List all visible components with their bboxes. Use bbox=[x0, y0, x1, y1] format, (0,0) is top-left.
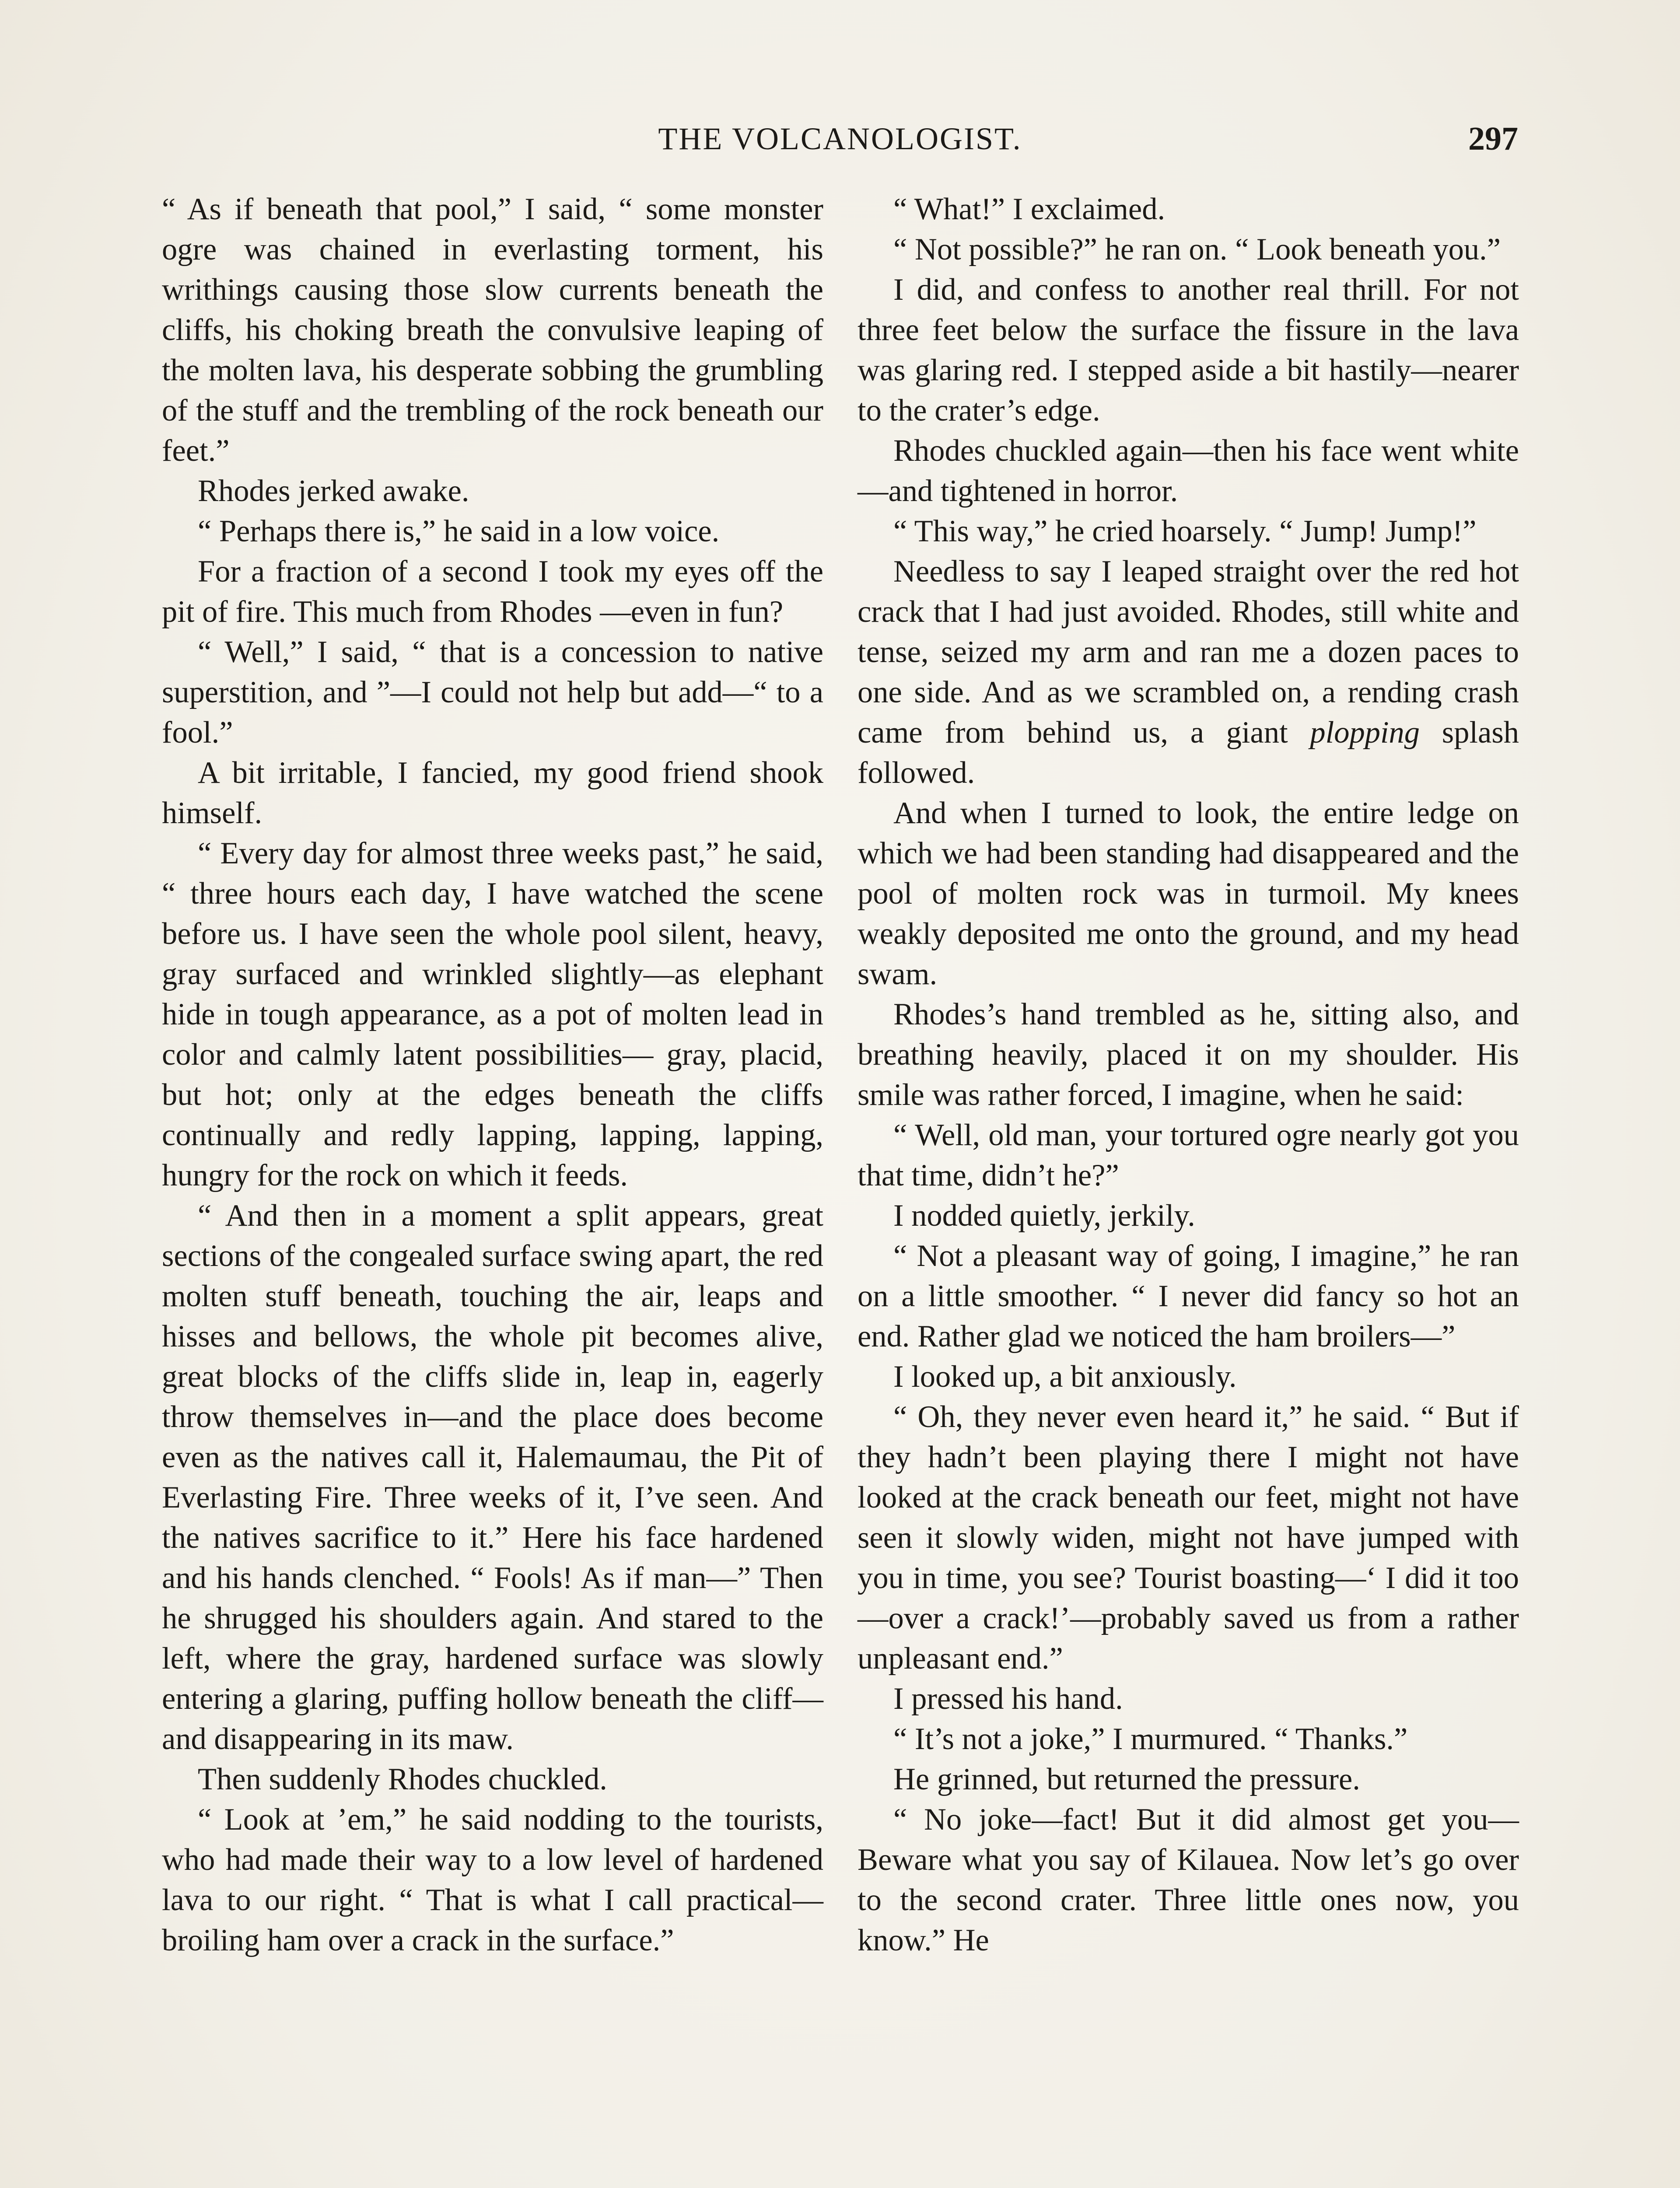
paragraph: Rhodes jerked awake. bbox=[198, 474, 469, 508]
paragraph: “ Look at ’em,” he said nodding to the tourists, who had made their way to a low level of hardened lava to our right. “ That is what I call practical—broiling ham over a crack in the surface.” bbox=[162, 1802, 823, 1957]
paragraph: “ Not possible?” he ran on. “ Look beneath you.” bbox=[893, 232, 1501, 266]
paragraph: I looked up, a bit anxiously. bbox=[893, 1360, 1237, 1394]
paragraph: “ Not a pleasant way of going, I imagine,” he ran on a little smoother. “ I never did fancy so hot an end. Rather glad we noticed the ham broilers—” bbox=[858, 1239, 1519, 1353]
paragraph: “ Oh, they never even heard it,” he said. “ But if they hadn’t been playing there I might not have looked at the crack beneath our feet, might not have seen it slowly widen, might not have jumped with you in time, you see? Tourist boasting—‘ I did it too—over a crack!’—probably saved us from a rather unpleasant end.” bbox=[858, 1400, 1519, 1676]
paragraph: “ This way,” he cried hoarsely. “ Jump! Jump!” bbox=[893, 514, 1477, 548]
paragraph: For a fraction of a second I took my eyes off the pit of fire. This much from Rhodes —even in fun? bbox=[162, 554, 823, 629]
paragraph: “ Perhaps there is,” he said in a low voice. bbox=[198, 514, 720, 548]
italic-word: plopping bbox=[1310, 715, 1420, 750]
paragraph: “ Well,” I said, “ that is a concession to native superstition, and ”—I could not help but add—“ to a fool.” bbox=[162, 635, 823, 750]
paragraph: I nodded quietly, jerkily. bbox=[893, 1199, 1195, 1233]
page-number: 297 bbox=[1468, 120, 1518, 157]
paragraph: Rhodes’s hand trembled as he, sitting also, and breathing heavily, placed it on my shoulder. His smile was rather forced, I imagine, when he said: bbox=[858, 997, 1519, 1112]
paragraph-text-tail: splash followed. bbox=[858, 715, 1519, 790]
paragraph: Rhodes chuckled again—then his face went white—and tightened in horror. bbox=[858, 434, 1519, 508]
running-title: THE VOLCANOLOGIST. bbox=[658, 121, 1022, 156]
left-text-column bbox=[162, 189, 823, 1960]
paragraph-with-italic bbox=[858, 551, 1519, 793]
paragraph: “ Every day for almost three weeks past,” he said, “ three hours each day, I have watched the scene before us. I have seen the whole pool silent, heavy, gray surfaced and wrinkled slightly—as elephant hide in tough appearance, as a pot of molten lead in color and calmly latent possibilities— gray, placid, but hot; only at the edges beneath the cliffs continually and redly lapping, lapping, lapping, hungry for the rock on which it feeds. bbox=[162, 836, 823, 1192]
paragraph: A bit irritable, I fancied, my good friend shook himself. bbox=[162, 756, 823, 830]
paragraph: “ As if beneath that pool,” I said, “ some monster ogre was chained in everlasting torment, his writhings causing those slow currents beneath the cliffs, his choking breath the convulsive leaping of the molten lava, his desperate sobbing the grumbling of the stuff and the trembling of the rock beneath our feet.” bbox=[162, 192, 823, 468]
paragraph: He grinned, but returned the pressure. bbox=[893, 1762, 1360, 1796]
running-head bbox=[162, 115, 1518, 163]
paragraph: Then suddenly Rhodes chuckled. bbox=[198, 1762, 607, 1796]
paragraph: “ No joke—fact! But it did almost get you— Beware what you say of Kilauea. Now let’s go over to the second crater. Three little ones now, you know.” He bbox=[858, 1802, 1519, 1957]
right-text-column bbox=[858, 189, 1519, 1960]
paragraph: I pressed his hand. bbox=[893, 1682, 1123, 1716]
paragraph-text: Needless to say I leaped straight over the red hot crack that I had just avoided. Rhodes, still white and tense, seized my arm and ran me a dozen paces to one side. And as we scrambled on, a rending crash came from behind us, a giant bbox=[858, 554, 1519, 750]
paragraph: I did, and confess to another real thrill. For not three feet below the surface the fissure in the lava was glaring red. I stepped aside a bit hastily—nearer to the crater’s edge. bbox=[858, 273, 1519, 428]
paragraph: “ It’s not a joke,” I murmured. “ Thanks.” bbox=[893, 1722, 1408, 1756]
paragraph: “ What!” I exclaimed. bbox=[893, 192, 1166, 226]
paragraph: “ Well, old man, your tortured ogre nearly got you that time, didn’t he?” bbox=[858, 1118, 1519, 1192]
paragraph: “ And then in a moment a split appears, great sections of the congealed surface swing apart, the red molten stuff beneath, touching the air, leaps and hisses and bellows, the whole pit becomes alive, great blocks of the cliffs slide in, leap in, eagerly throw themselves in—and the place does become even as the natives call it, Halemaumau, the Pit of Everlasting Fire. Three weeks of it, I’ve seen. And the natives sacrifice to it.” Here his face hardened and his hands clenched. “ Fools! As if man—” Then he shrugged his shoulders again. And stared to the left, where the gray, hardened surface was slowly entering a glaring, puffing hollow beneath the cliff—and disappearing in its maw. bbox=[162, 1199, 823, 1756]
paragraph: And when I turned to look, the entire ledge on which we had been standing had disappeared and the pool of molten rock was in turmoil. My knees weakly deposited me onto the ground, and my head swam. bbox=[858, 796, 1519, 991]
